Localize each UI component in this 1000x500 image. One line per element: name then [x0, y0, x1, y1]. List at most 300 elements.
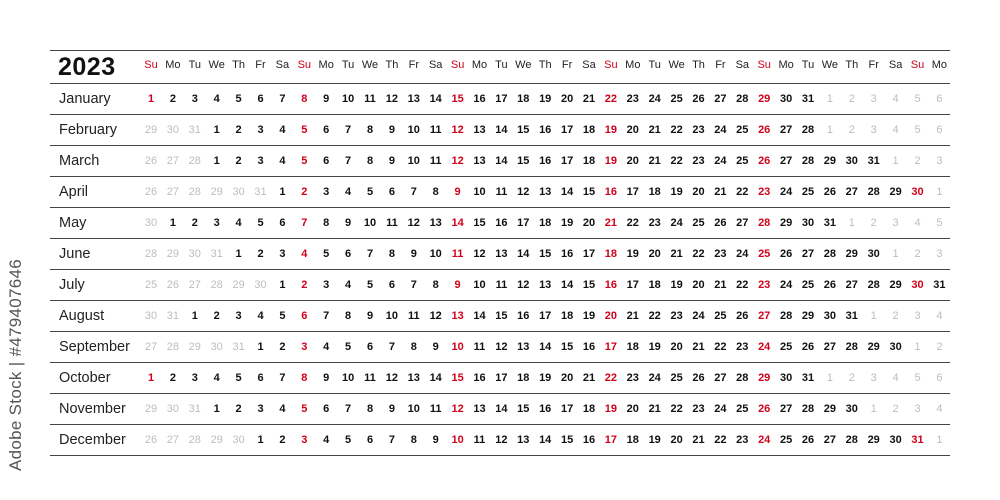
day-cell: 25 — [779, 341, 793, 353]
day-cell: 20 — [692, 279, 705, 291]
day-cell: 24 — [779, 186, 793, 198]
day-cell: 27 — [845, 279, 858, 291]
day-cell: 28 — [779, 310, 793, 322]
day-cell: 26 — [144, 434, 158, 446]
weekday-header: We — [668, 59, 685, 71]
day-cell: 21 — [670, 248, 683, 260]
day-cell: 2 — [848, 124, 855, 136]
day-cell: 26 — [758, 155, 771, 167]
day-cell: 2 — [892, 403, 899, 415]
day-cell: 7 — [388, 341, 395, 353]
day-cell: 11 — [495, 279, 508, 291]
day-cell: 5 — [301, 124, 308, 136]
day-cell: 27 — [801, 248, 815, 260]
day-cell: 4 — [301, 248, 308, 260]
day-cell: 4 — [257, 310, 264, 322]
day-cell: 19 — [539, 372, 552, 384]
day-cell: 29 — [801, 310, 815, 322]
day-cell: 2 — [301, 186, 308, 198]
day-cell: 6 — [936, 93, 943, 105]
day-cell: 7 — [345, 403, 352, 415]
weekday-header: Th — [845, 59, 859, 71]
day-cell: 5 — [301, 155, 308, 167]
day-cell: 13 — [473, 403, 486, 415]
day-cell: 1 — [892, 248, 899, 260]
day-cell: 2 — [169, 372, 176, 384]
day-cell: 23 — [714, 248, 727, 260]
day-cell: 3 — [870, 372, 877, 384]
day-cell: 2 — [257, 248, 264, 260]
month-name: December — [59, 432, 126, 448]
day-cell: 3 — [257, 403, 264, 415]
day-cell: 26 — [692, 372, 705, 384]
day-cell: 30 — [232, 434, 245, 446]
day-cell: 28 — [188, 186, 201, 198]
day-cell: 22 — [626, 217, 639, 229]
day-cell: 30 — [144, 310, 158, 322]
day-cell: 25 — [670, 372, 683, 384]
month-row-april — [50, 177, 950, 208]
day-cell: 2 — [848, 372, 855, 384]
day-cell: 24 — [758, 341, 771, 353]
day-cell: 1 — [870, 403, 877, 415]
month-name: August — [59, 308, 105, 324]
weekday-header: Su — [910, 59, 925, 71]
day-cell: 26 — [779, 248, 793, 260]
day-cell: 23 — [692, 403, 705, 415]
day-cell: 27 — [779, 403, 793, 415]
day-cell: 1 — [191, 310, 198, 322]
day-cell: 30 — [166, 124, 180, 136]
month-row-november — [50, 394, 950, 425]
day-cell: 7 — [345, 155, 352, 167]
day-cell: 2 — [301, 279, 308, 291]
day-cell: 21 — [648, 403, 661, 415]
weekday-header: Su — [604, 59, 618, 71]
day-cell: 27 — [736, 217, 749, 229]
day-cell: 5 — [235, 93, 242, 105]
day-cell: 7 — [279, 93, 286, 105]
calendar-year: 2023 — [58, 53, 116, 81]
day-cell: 6 — [366, 434, 374, 446]
day-cell: 4 — [235, 217, 242, 229]
day-cell: 12 — [495, 341, 508, 353]
day-cell: 30 — [254, 279, 267, 291]
day-cell: 23 — [692, 155, 705, 167]
day-cell: 13 — [451, 310, 464, 322]
day-cell: 11 — [451, 248, 464, 260]
day-cell: 19 — [582, 310, 596, 322]
day-cell: 1 — [235, 248, 242, 260]
day-cell: 11 — [364, 372, 376, 384]
day-cell: 5 — [914, 93, 921, 105]
day-cell: 24 — [736, 248, 749, 260]
day-cell: 7 — [366, 248, 374, 260]
day-cell: 11 — [386, 217, 398, 229]
day-cell: 19 — [604, 403, 618, 415]
day-cell: 30 — [144, 217, 158, 229]
day-cell: 31 — [823, 217, 837, 229]
day-cell: 31 — [254, 186, 267, 198]
day-cell: 3 — [301, 434, 308, 446]
day-cell: 8 — [366, 403, 374, 415]
day-cell: 18 — [626, 434, 639, 446]
day-cell: 20 — [692, 186, 705, 198]
day-cell: 29 — [889, 279, 902, 291]
day-cell: 14 — [429, 93, 442, 105]
day-cell: 26 — [758, 403, 771, 415]
day-cell: 27 — [779, 124, 793, 136]
weekday-header: Mo — [318, 59, 334, 71]
day-cell: 20 — [582, 217, 596, 229]
day-cell: 30 — [232, 186, 245, 198]
day-cell: 20 — [648, 248, 661, 260]
day-cell: 15 — [473, 217, 486, 229]
day-cell: 6 — [936, 372, 943, 384]
day-cell: 11 — [495, 186, 508, 198]
day-cell: 30 — [801, 217, 815, 229]
day-cell: 18 — [517, 372, 530, 384]
month-row-may — [50, 208, 950, 239]
weekday-header: Th — [692, 59, 705, 71]
day-cell: 6 — [366, 341, 374, 353]
day-cell: 14 — [495, 124, 508, 136]
day-cell: 27 — [144, 341, 158, 353]
day-cell: 16 — [604, 186, 618, 198]
day-cell: 19 — [670, 186, 683, 198]
month-name: January — [59, 91, 111, 107]
day-cell: 13 — [407, 93, 420, 105]
day-cell: 28 — [144, 248, 158, 260]
day-cell: 5 — [914, 124, 921, 136]
day-cell: 9 — [432, 434, 439, 446]
day-cell: 29 — [823, 403, 837, 415]
weekday-header: Th — [232, 59, 246, 71]
day-cell: 28 — [758, 217, 771, 229]
day-cell: 31 — [911, 434, 924, 446]
day-cell: 16 — [539, 124, 552, 136]
day-cell: 4 — [936, 403, 943, 415]
day-cell: 29 — [823, 155, 837, 167]
weekday-header: We — [515, 59, 532, 71]
day-cell: 28 — [867, 279, 880, 291]
day-cell: 26 — [801, 341, 815, 353]
day-cell: 21 — [648, 124, 661, 136]
day-cell: 23 — [626, 372, 639, 384]
day-cell: 13 — [517, 434, 530, 446]
day-cell: 4 — [345, 279, 352, 291]
day-cell: 27 — [779, 155, 793, 167]
day-cell: 7 — [279, 372, 286, 384]
day-cell: 17 — [495, 372, 508, 384]
weekday-header: Fr — [561, 59, 573, 71]
day-cell: 29 — [166, 248, 180, 260]
day-cell: 12 — [385, 372, 399, 384]
day-cell: 20 — [670, 341, 683, 353]
day-cell: 1 — [936, 186, 943, 198]
day-cell: 28 — [736, 372, 749, 384]
day-cell: 20 — [626, 155, 639, 167]
month-name: November — [59, 401, 126, 417]
day-cell: 1 — [147, 372, 155, 384]
day-cell: 1 — [279, 186, 286, 198]
day-cell: 2 — [279, 341, 286, 353]
weekday-header: Tu — [648, 59, 661, 71]
day-cell: 9 — [323, 372, 330, 384]
day-cell: 2 — [936, 341, 943, 353]
weekday-header: Su — [297, 59, 312, 71]
weekday-header: Su — [757, 59, 771, 71]
day-cell: 17 — [539, 310, 552, 322]
day-cell: 10 — [451, 341, 464, 353]
day-cell: 30 — [779, 372, 793, 384]
day-cell: 15 — [560, 341, 574, 353]
day-cell: 12 — [517, 279, 530, 291]
day-cell: 19 — [670, 279, 683, 291]
day-cell: 18 — [604, 248, 618, 260]
weekday-header: Sa — [582, 59, 596, 71]
weekday-header: We — [821, 59, 839, 71]
day-cell: 12 — [451, 155, 464, 167]
day-cell: 27 — [823, 341, 837, 353]
day-cell: 8 — [432, 186, 439, 198]
day-cell: 21 — [626, 310, 639, 322]
day-cell: 24 — [714, 403, 727, 415]
day-cell: 16 — [560, 248, 574, 260]
day-cell: 6 — [388, 279, 395, 291]
day-cell: 8 — [366, 155, 374, 167]
day-cell: 28 — [801, 403, 815, 415]
day-cell: 29 — [210, 186, 223, 198]
day-cell: 15 — [517, 155, 530, 167]
day-cell: 17 — [604, 434, 618, 446]
day-cell: 18 — [560, 310, 574, 322]
day-cell: 7 — [410, 186, 417, 198]
day-cell: 6 — [323, 124, 330, 136]
month-row-december — [50, 425, 950, 456]
weekday-header: Fr — [715, 59, 726, 71]
day-cell: 25 — [670, 93, 683, 105]
day-cell: 14 — [560, 279, 574, 291]
day-cell: 1 — [870, 310, 877, 322]
day-cell: 26 — [166, 279, 180, 291]
day-cell: 22 — [604, 372, 618, 384]
day-cell: 10 — [473, 186, 486, 198]
day-cell: 17 — [582, 248, 596, 260]
day-cell: 26 — [144, 155, 158, 167]
day-cell: 13 — [429, 217, 442, 229]
day-cell: 18 — [517, 93, 530, 105]
day-cell: 22 — [736, 186, 749, 198]
day-cell: 3 — [892, 217, 899, 229]
day-cell: 22 — [714, 434, 727, 446]
day-cell: 31 — [933, 279, 946, 291]
day-cell: 1 — [213, 155, 220, 167]
day-cell: 11 — [364, 93, 376, 105]
month-row-august — [50, 301, 950, 332]
day-cell: 23 — [692, 124, 705, 136]
day-cell: 12 — [451, 124, 464, 136]
day-cell: 3 — [279, 248, 286, 260]
day-cell: 10 — [341, 93, 355, 105]
day-cell: 28 — [867, 186, 880, 198]
weekday-header: Tu — [801, 59, 815, 71]
weekday-header: Fr — [408, 59, 419, 71]
day-cell: 16 — [473, 93, 486, 105]
day-cell: 31 — [867, 155, 880, 167]
day-cell: 25 — [801, 279, 815, 291]
month-name: September — [59, 339, 130, 355]
weekday-header-row — [50, 50, 950, 84]
day-cell: 21 — [692, 434, 705, 446]
day-cell: 10 — [407, 155, 420, 167]
day-cell: 19 — [626, 248, 639, 260]
day-cell: 21 — [714, 279, 727, 291]
day-cell: 9 — [345, 217, 352, 229]
day-cell: 26 — [692, 93, 705, 105]
day-cell: 5 — [936, 217, 943, 229]
day-cell: 13 — [539, 279, 552, 291]
day-cell: 1 — [848, 217, 855, 229]
day-cell: 24 — [714, 155, 727, 167]
day-cell: 8 — [301, 372, 308, 384]
day-cell: 27 — [188, 279, 201, 291]
day-cell: 1 — [169, 217, 176, 229]
stock-watermark — [2, 245, 30, 485]
weekday-header: Sa — [888, 59, 903, 71]
day-cell: 1 — [936, 434, 943, 446]
day-cell: 25 — [736, 403, 749, 415]
weekday-header: Sa — [735, 59, 750, 71]
day-cell: 4 — [936, 310, 943, 322]
day-cell: 19 — [604, 124, 618, 136]
day-cell: 20 — [626, 124, 639, 136]
day-cell: 3 — [235, 310, 242, 322]
day-cell: 30 — [210, 341, 223, 353]
month-row-june — [50, 239, 950, 270]
day-cell: 6 — [257, 372, 264, 384]
day-cell: 16 — [604, 279, 618, 291]
day-cell: 29 — [144, 403, 158, 415]
day-cell: 21 — [714, 186, 727, 198]
day-cell: 23 — [736, 341, 749, 353]
day-cell: 12 — [517, 186, 530, 198]
day-cell: 5 — [345, 434, 352, 446]
day-cell: 3 — [257, 124, 264, 136]
day-cell: 15 — [517, 403, 530, 415]
day-cell: 5 — [235, 372, 242, 384]
day-cell: 2 — [848, 93, 855, 105]
month-row-march — [50, 146, 950, 177]
day-cell: 30 — [845, 403, 858, 415]
day-cell: 20 — [560, 372, 574, 384]
day-cell: 1 — [213, 124, 220, 136]
day-cell: 30 — [166, 403, 180, 415]
month-name: October — [59, 370, 111, 386]
day-cell: 21 — [648, 155, 661, 167]
day-cell: 24 — [692, 310, 705, 322]
day-cell: 22 — [736, 279, 749, 291]
day-cell: 22 — [670, 155, 683, 167]
day-cell: 25 — [736, 155, 749, 167]
day-cell: 13 — [407, 372, 420, 384]
day-cell: 10 — [341, 372, 355, 384]
day-cell: 17 — [517, 217, 530, 229]
day-cell: 14 — [451, 217, 464, 229]
month-row-february — [50, 115, 950, 146]
day-cell: 4 — [892, 124, 899, 136]
day-cell: 1 — [257, 434, 264, 446]
day-cell: 23 — [758, 279, 771, 291]
day-cell: 28 — [801, 155, 815, 167]
day-cell: 27 — [166, 434, 180, 446]
day-cell: 6 — [301, 310, 308, 322]
day-cell: 2 — [235, 124, 242, 136]
day-cell: 23 — [648, 217, 661, 229]
day-cell: 14 — [473, 310, 486, 322]
day-cell: 9 — [323, 93, 330, 105]
day-cell: 22 — [692, 248, 705, 260]
day-cell: 31 — [801, 93, 815, 105]
day-cell: 2 — [235, 403, 242, 415]
day-cell: 18 — [539, 217, 552, 229]
day-cell: 16 — [473, 372, 486, 384]
day-cell: 15 — [495, 310, 508, 322]
month-row-july — [50, 270, 950, 301]
weekday-header: Fr — [255, 59, 266, 71]
day-cell: 7 — [388, 434, 395, 446]
day-cell: 29 — [188, 341, 201, 353]
day-cell: 1 — [147, 93, 155, 105]
day-cell: 3 — [213, 217, 220, 229]
day-cell: 30 — [889, 341, 902, 353]
day-cell: 10 — [451, 434, 464, 446]
day-cell: 11 — [429, 124, 442, 136]
day-cell: 3 — [191, 372, 198, 384]
day-cell: 12 — [429, 310, 442, 322]
day-cell: 16 — [517, 310, 530, 322]
day-cell: 8 — [345, 310, 352, 322]
day-cell: 30 — [911, 186, 924, 198]
day-cell: 24 — [779, 279, 793, 291]
day-cell: 26 — [758, 124, 771, 136]
day-cell: 27 — [714, 372, 727, 384]
day-cell: 30 — [779, 93, 793, 105]
day-cell: 7 — [323, 310, 330, 322]
day-cell: 13 — [517, 341, 530, 353]
month-row-october — [50, 363, 950, 394]
day-cell: 6 — [279, 217, 286, 229]
day-cell: 26 — [714, 217, 727, 229]
day-cell: 2 — [279, 434, 286, 446]
day-cell: 14 — [539, 434, 552, 446]
month-name: June — [59, 246, 91, 262]
day-cell: 1 — [279, 279, 286, 291]
day-cell: 17 — [560, 403, 574, 415]
day-cell: 11 — [429, 403, 442, 415]
day-cell: 4 — [279, 403, 286, 415]
day-cell: 12 — [495, 434, 508, 446]
day-cell: 31 — [232, 341, 245, 353]
day-cell: 3 — [323, 186, 330, 198]
day-cell: 24 — [758, 434, 771, 446]
day-cell: 30 — [867, 248, 880, 260]
day-cell: 7 — [410, 279, 417, 291]
day-cell: 30 — [188, 248, 201, 260]
day-cell: 18 — [582, 124, 596, 136]
day-cell: 31 — [188, 124, 201, 136]
day-cell: 4 — [213, 93, 220, 105]
